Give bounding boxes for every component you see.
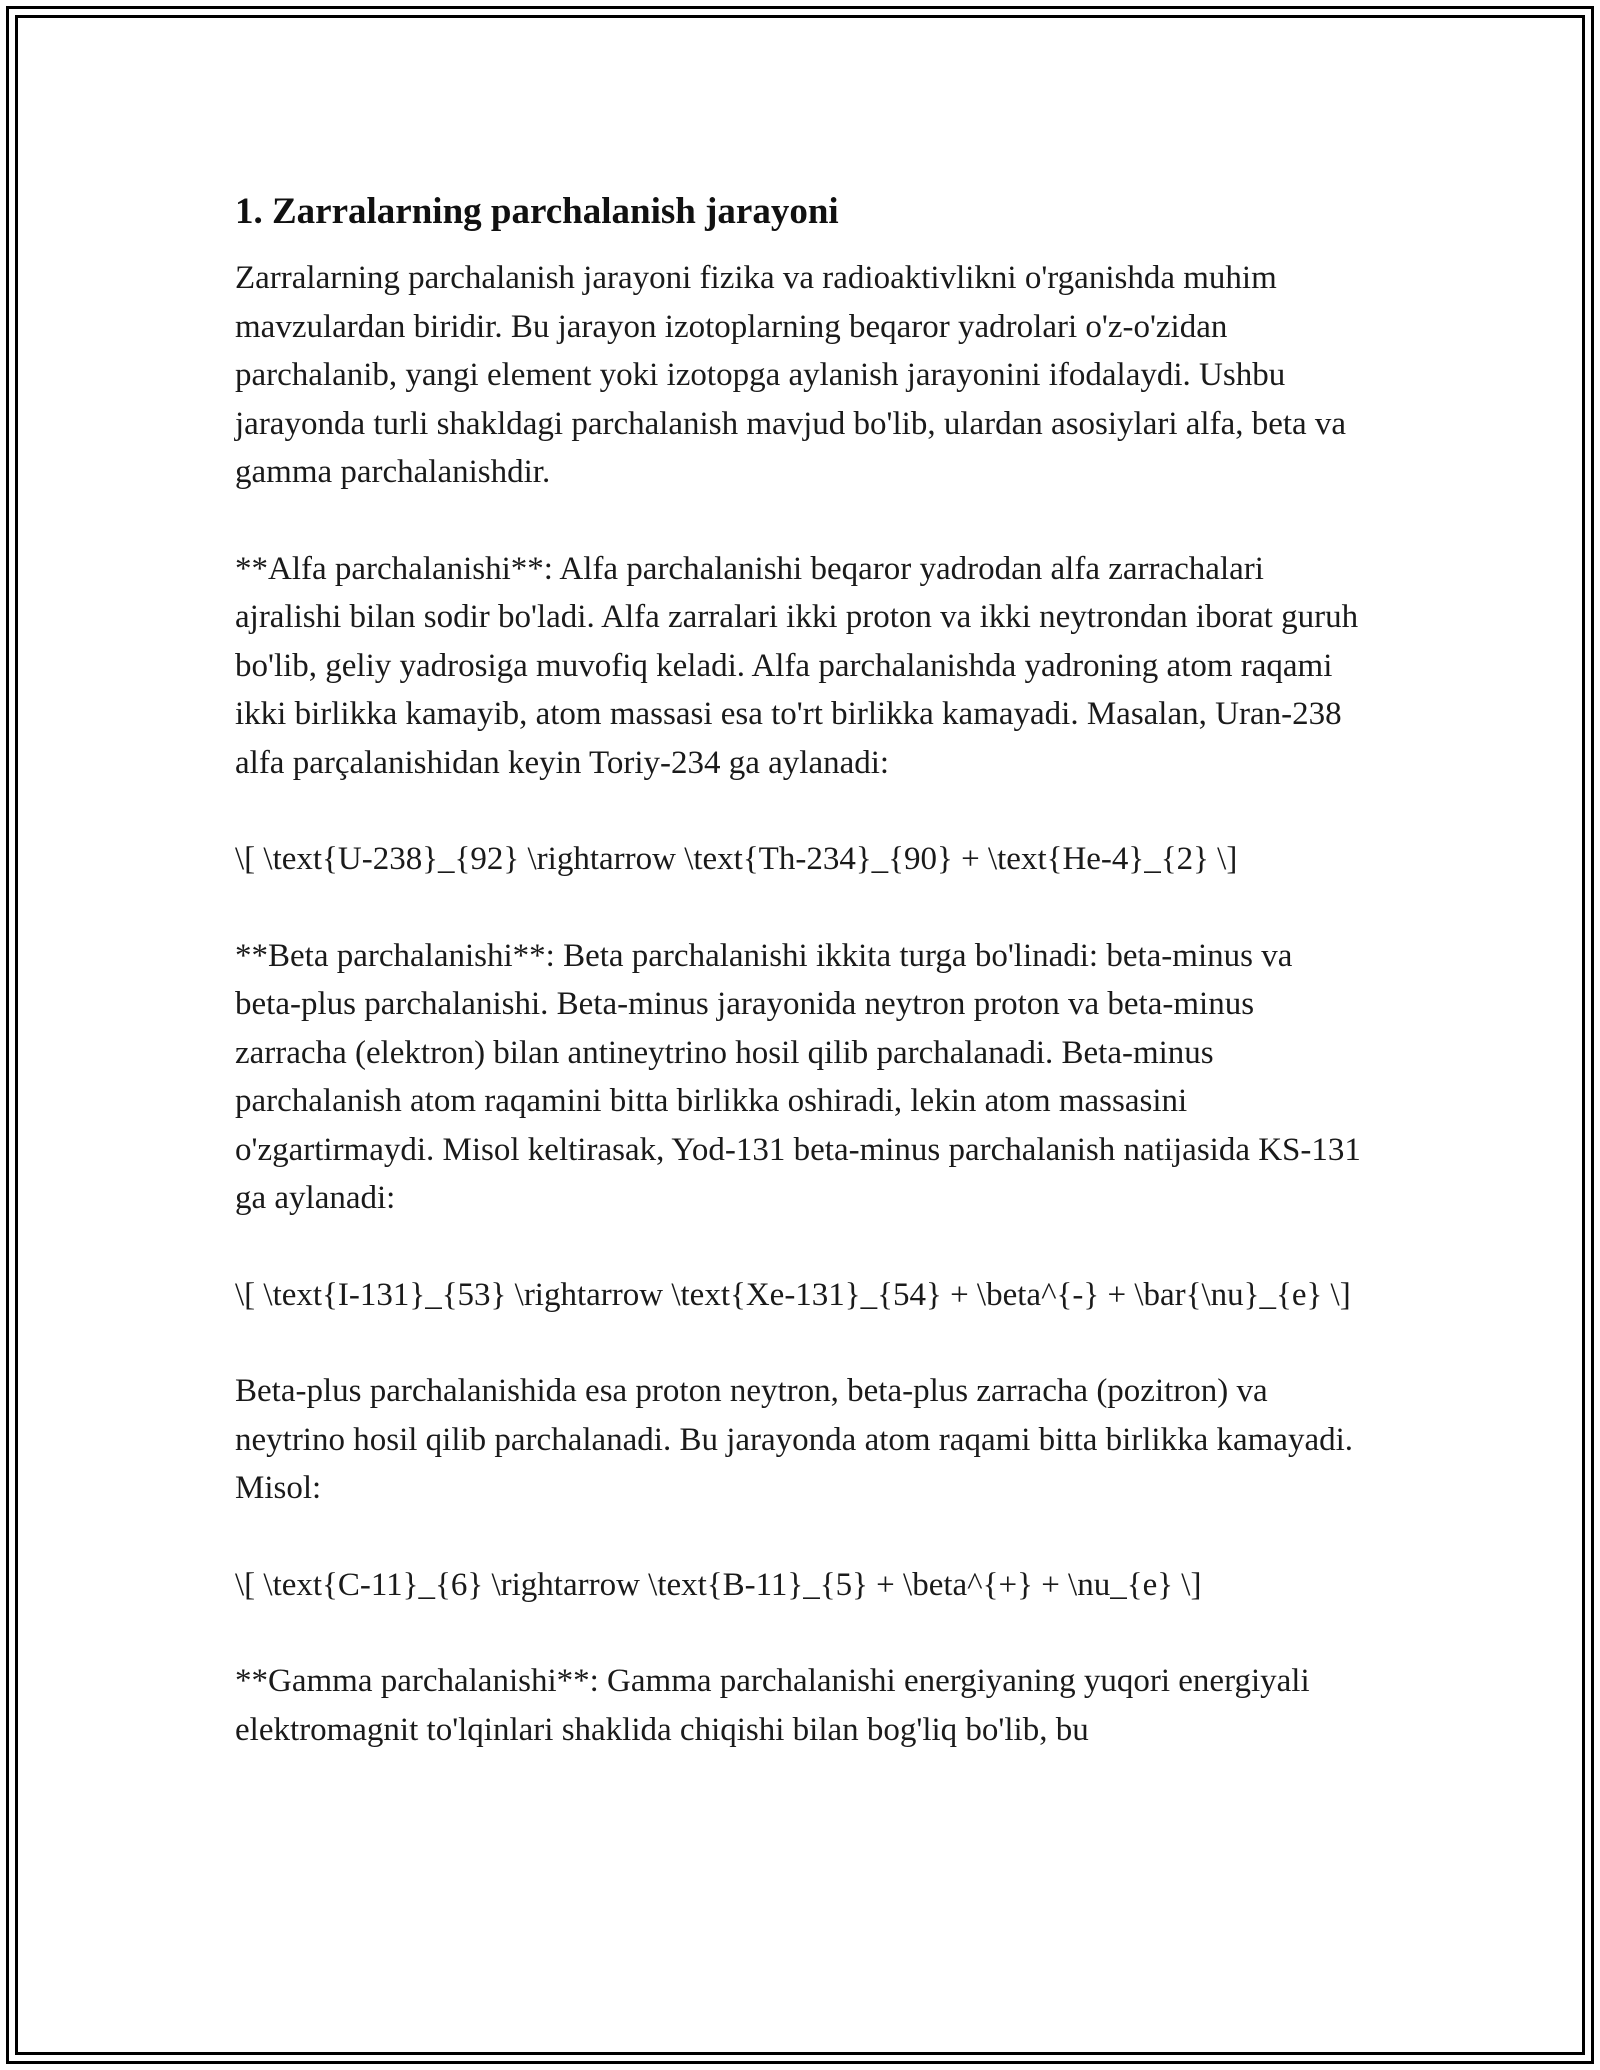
document-body: [235, 186, 1365, 1754]
intro-paragraph: Zarralarning parchalanish jarayoni fizika va radioaktivlikni o'rganishda muhim mavzulardan biridir. Bu jarayon izotoplarning beqaror yadrolari o'z-o'zidan parchalanib, yangi element yoki izotopga aylanish jarayonini ifodalaydi. Ushbu jarayonda turli shakldagi parchalanish mavjud bo'lib, ulardan asosiylari alfa, beta va gamma parchalanishdir.: [235, 260, 1347, 490]
beta-plus-equation: \[ \text{C-11}_{6} \rightarrow \text{B-11}_{5} + \beta^{+} + \nu_{e} \]: [235, 1566, 1202, 1603]
section-heading: 1. Zarralarning parchalanish jarayoni: [235, 191, 839, 232]
alpha-decay-equation: \[ \text{U-238}_{92} \rightarrow \text{Th-234}_{90} + \text{He-4}_{2} \]: [235, 841, 1238, 877]
beta-minus-equation: \[ \text{I-131}_{53} \rightarrow \text{Xe-131}_{54} + \beta^{-} + \bar{\nu}_{e} \]: [235, 1276, 1351, 1313]
gamma-decay-paragraph: **Gamma parchalanishi**: Gamma parchalanishi energiyaning yuqori energiyali elektromagnit to'lqinlari shaklida chiqishi bilan bog'liq bo'lib, bu: [235, 1663, 1310, 1748]
beta-decay-paragraph: **Beta parchalanishi**: Beta parchalanishi ikkita turga bo'linadi: beta-minus va beta-plus parchalanishi. Beta-minus jarayonida neytron proton va beta-minus zarracha (elektron) bilan antineytrino hosil qilib parchalanadi. Beta-minus parchalanish atom raqamini bitta birlikka oshiradi, lekin atom massasini o'zgartirmaydi. Misol keltirasak, Yod-131 beta-minus parchalanish natijasida KS-131 ga aylanadi:: [235, 937, 1361, 1216]
beta-plus-paragraph: Beta-plus parchalanishida esa proton neytron, beta-plus zarracha (pozitron) va neytrino hosil qilib parchalanadi. Bu jarayonda atom raqami bitta birlikka kamayadi. Misol:: [235, 1373, 1354, 1506]
alpha-decay-paragraph: **Alfa parchalanishi**: Alfa parchalanishi beqaror yadrodan alfa zarrachalari ajralishi bilan sodir bo'ladi. Alfa zarralari ikki proton va ikki neytrondan iborat guruh bo'lib, geliy yadrosiga muvofiq keladi. Alfa parchalanishda yadroning atom raqami ikki birlikka kamayib, atom massasi esa to'rt birlikka kamayadi. Masalan, Uran-238 alfa parçalanishidan keyin Toriy-234 ga aylanadi:: [235, 550, 1359, 781]
